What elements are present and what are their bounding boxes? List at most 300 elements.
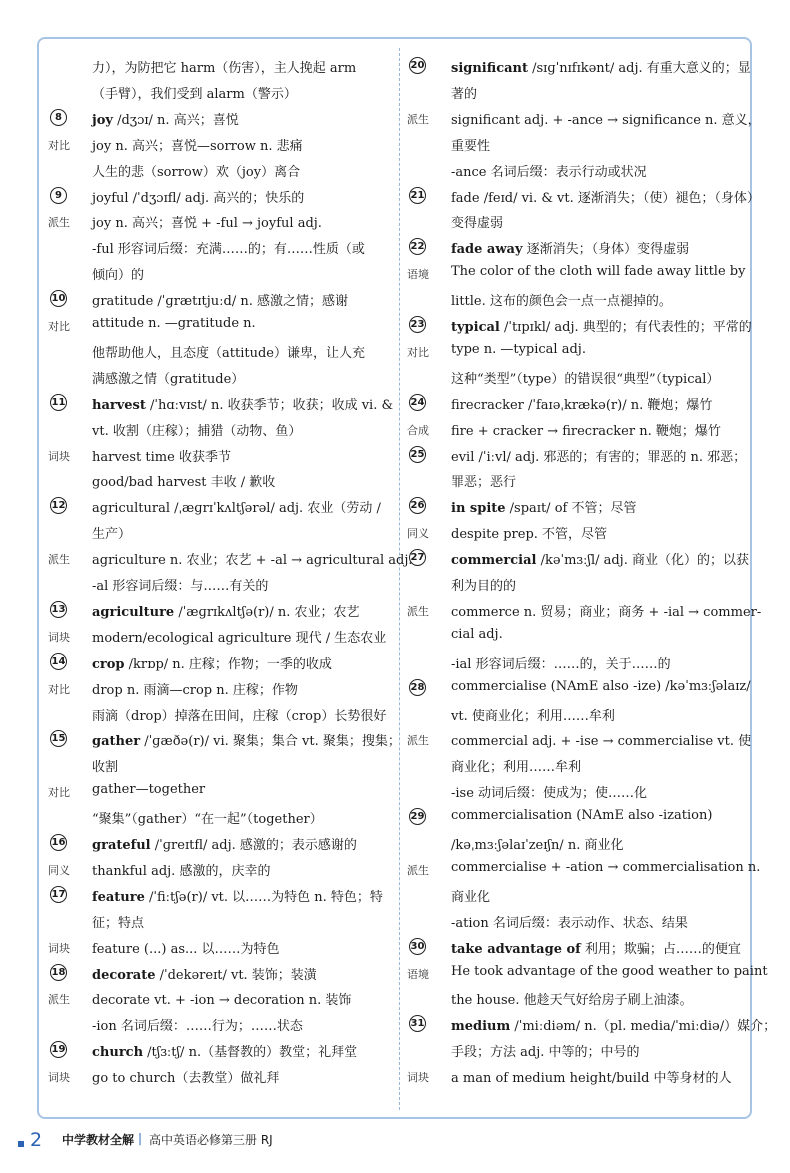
entry-definition: commercial adj. + -ise → commercialise vt. 使 (451, 734, 752, 750)
headword: decorate (92, 967, 156, 983)
entry-text (92, 471, 275, 490)
entry-category-label: 对比 (48, 320, 70, 333)
entry-text (92, 912, 144, 931)
entry-text (92, 109, 239, 128)
entry-row (407, 470, 744, 492)
entry-row (407, 108, 761, 130)
entry-row (48, 470, 390, 492)
entry-row (407, 729, 752, 751)
entry-text (92, 161, 300, 180)
headword: joy (92, 112, 113, 128)
entry-row (48, 859, 390, 881)
entry-definition: 商业化；利用……牟利 (451, 760, 582, 776)
entry-row (48, 419, 390, 441)
entry-row (407, 160, 744, 182)
entry-row (48, 341, 390, 363)
entry-row (48, 367, 390, 389)
entry-row (48, 704, 390, 726)
entry-row (407, 937, 744, 959)
entry-text (451, 1041, 640, 1060)
entry-text (92, 679, 298, 698)
entry-row (407, 678, 751, 700)
entry-definition: 力），为防把它 harm（伤害），主人挽起 arm (92, 61, 357, 76)
entry-text (92, 575, 268, 594)
entry-definition: fade /feɪd/ vi. & vt. 逐渐消失；（使）褪色；（身体） (451, 190, 760, 206)
entry-text (451, 756, 581, 775)
entry-category-label: 词块 (407, 1071, 429, 1085)
entry-row (48, 289, 390, 311)
entry-text (451, 782, 647, 801)
entry-text (451, 627, 503, 642)
entry-category-label: 派生 (48, 216, 70, 230)
book-title: 中学教材全解 (62, 1133, 135, 1147)
entry-definition: go to church（去教堂）做礼拜 (92, 1071, 280, 1087)
headword: crop (92, 656, 125, 672)
entry-text (451, 679, 751, 694)
entry-number: 18 (50, 964, 67, 981)
entry-number: 17 (50, 886, 67, 903)
entry-text (451, 808, 712, 823)
entry-category-label: 派生 (407, 604, 429, 618)
entry-definition: agricultural /ˌæɡrɪˈkʌltʃərəl/ adj. 农业（劳动 / (92, 501, 381, 517)
entry-text (451, 238, 689, 257)
entry-text (451, 497, 636, 516)
entry-definition: vt. 使商业化；利用……牟利 (451, 708, 615, 724)
entry-definition: -al 形容词后缀：与……有关的 (92, 579, 269, 594)
entry-row (48, 211, 390, 233)
entry-definition: 征；特点 (92, 915, 145, 931)
entry-text (92, 57, 356, 76)
entry-number: 13 (50, 601, 67, 618)
entry-row (48, 82, 390, 104)
entry-definition: gratitude /ˈɡrætɪtjuːd/ n. 感激之情；感谢 (92, 294, 348, 310)
entry-text (451, 1015, 776, 1034)
entry-row (48, 548, 413, 570)
entry-definition: /spaɪt/ of 不管；尽管 (505, 501, 637, 517)
entry-category-label: 派生 (407, 863, 429, 877)
entry-text (92, 135, 303, 154)
entry-definition: 变得虚弱 (451, 216, 504, 232)
entry-definition: /ˈɡæðə(r)/ vi. 聚集；集合 vt. 聚集；搜集； (140, 734, 401, 750)
entry-text (451, 549, 749, 568)
entry-number: 30 (409, 938, 426, 955)
entry-text (92, 264, 144, 283)
entry-text (451, 446, 746, 465)
entry-row (407, 911, 744, 933)
entry-definition: /tʃɜːtʃ/ n.（基督教的）教堂；礼拜堂 (143, 1045, 358, 1061)
entry-definition: 这种“类型”（type）的错误很“典型”（typical） (451, 371, 720, 387)
entry-definition: （手臂），我们受到 alarm（警示） (92, 86, 297, 102)
entry-definition: /ˈɡreɪtfl/ adj. 感激的；表示感谢的 (150, 838, 357, 853)
entry-number: 29 (409, 808, 426, 825)
entry-category-label: 派生 (407, 734, 429, 748)
headword: take advantage of (451, 941, 581, 957)
entry-row (407, 289, 744, 311)
entry-row (407, 393, 744, 415)
entry-text (92, 860, 270, 879)
entry-text (451, 342, 586, 357)
entry-text (92, 938, 280, 957)
entry-category-label: 语境 (407, 268, 429, 282)
entry-text (451, 523, 607, 542)
entry-category-label: 语境 (407, 967, 429, 981)
entry-row (48, 600, 390, 622)
entry-row (407, 82, 744, 104)
entry-definition: feature (...) as... 以……为特色 (92, 941, 280, 957)
entry-definition: agriculture n. 农业；农艺 + -al → agricultural adj. (92, 553, 413, 569)
entry-category-label: 词块 (48, 449, 70, 463)
entry-definition: gather—together (92, 782, 206, 798)
entry-text (451, 135, 490, 154)
page-number: 2 (30, 1129, 43, 1151)
entry-text (92, 420, 301, 439)
entry-row (407, 367, 744, 389)
entry-text (92, 756, 118, 775)
entry-category-label: 对比 (407, 345, 429, 359)
entry-definition: 利用；欺骗；占……的便宜 (580, 941, 741, 957)
entry-number: 27 (409, 549, 426, 566)
headword: feature (92, 889, 145, 905)
entry-definition: 他帮助他人，且态度（attitude）谦卑，让人充 (92, 345, 365, 361)
entry-text (451, 860, 760, 875)
entry-row (48, 522, 390, 544)
entry-definition: commercialise (NAmE also -ize) /kəˈmɜːʃəlaɪz/ (451, 678, 751, 694)
entry-row (407, 522, 744, 544)
entry-row (48, 160, 390, 182)
entry-number: 21 (409, 187, 426, 204)
entry-text (92, 212, 322, 231)
entry-number: 19 (50, 1041, 67, 1058)
entry-row (407, 807, 744, 829)
entry-row (48, 833, 390, 855)
entry-text (451, 368, 719, 387)
page-marker-icon (18, 1141, 24, 1147)
entry-text (451, 964, 768, 979)
entry-definition: 罪恶；恶行 (451, 475, 517, 491)
entry-number: 12 (50, 497, 67, 514)
entry-row (407, 1014, 777, 1036)
entry-definition: commercialise + -ation → commercialisation n. (451, 859, 761, 875)
entry-definition: 商业化 (451, 889, 491, 905)
entry-definition: The color of the cloth will fade away little by (451, 264, 746, 280)
entry-definition: /ˈæɡrɪkʌltʃə(r)/ n. 农业；农艺 (174, 604, 360, 620)
entry-row (407, 186, 760, 208)
entry-definition: commerce n. 贸易；商业；商务 + -ial → commer- (451, 604, 762, 620)
entry-text (92, 446, 231, 465)
entry-text (451, 471, 516, 490)
entry-row (48, 729, 401, 751)
entry-definition: 雨滴（drop）掉落在田间，庄稼（crop）长势很好 (92, 708, 387, 724)
entry-text (92, 601, 360, 620)
entry-text (92, 705, 386, 724)
entry-definition: joyful /ˈdʒɔɪfl/ adj. 高兴的；快乐的 (92, 190, 305, 206)
entry-text (92, 342, 365, 361)
entry-text (92, 549, 413, 568)
entry-row (407, 755, 744, 777)
entry-text (92, 1041, 357, 1060)
entry-number: 15 (50, 730, 67, 747)
entry-text (451, 886, 490, 905)
entry-definition: 著的 (451, 86, 478, 102)
headword: typical (451, 320, 500, 335)
entry-number: 20 (409, 57, 426, 74)
entry-definition: -ion 名词后缀：……行为；……状态 (92, 1019, 303, 1035)
entry-row (407, 56, 751, 78)
entry-category-label: 合成 (407, 423, 429, 437)
entry-category-label: 派生 (48, 993, 70, 1007)
entry-text (92, 808, 323, 827)
entry-text (92, 187, 304, 206)
entry-text (451, 730, 751, 749)
entry-row (407, 341, 744, 363)
entry-row (407, 885, 744, 907)
entry-text (92, 1015, 303, 1034)
entry-number: 11 (50, 394, 67, 411)
entry-text (92, 238, 365, 257)
entry-definition: firecracker /ˈfaɪəˌkrækə(r)/ n. 鞭炮；爆竹 (451, 397, 713, 413)
entry-text (92, 83, 297, 102)
entry-row (407, 704, 744, 726)
entry-definition: drop n. 雨滴—crop n. 庄稼；作物 (92, 682, 298, 698)
entry-text (92, 394, 393, 413)
headword: in spite (451, 501, 506, 517)
entry-definition: fire + cracker → firecracker n. 鞭炮；爆竹 (451, 423, 721, 439)
headword: commercial (451, 553, 537, 569)
entry-text (92, 782, 205, 797)
entry-text (92, 1067, 279, 1086)
entry-text (92, 368, 244, 387)
entry-row (48, 186, 390, 208)
entry-row (407, 652, 744, 674)
headword: fade away (451, 242, 523, 258)
entry-category-label: 同义 (407, 527, 429, 541)
entry-row (407, 445, 747, 467)
entry-text (451, 938, 741, 957)
entry-definition: /kəˈmɜːʃl/ adj. 商业（化）的；以获 (536, 553, 749, 569)
entry-row (407, 859, 761, 881)
entry-row (48, 315, 390, 337)
entry-row (407, 211, 744, 233)
headword: grateful (92, 838, 151, 853)
entry-category-label: 词块 (48, 941, 70, 955)
entry-text (451, 316, 752, 335)
entry-row (407, 419, 744, 441)
entry-text (451, 653, 671, 672)
entry-definition: /ˈdekəreɪt/ vt. 装饰；装潢 (155, 967, 317, 983)
entry-text (451, 394, 712, 413)
entry-row (407, 574, 744, 596)
entry-row (407, 833, 744, 855)
entry-row (48, 1066, 390, 1088)
entry-category-label: 对比 (48, 138, 70, 152)
entry-text (451, 83, 477, 102)
entry-definition: “聚集”（gather）“在一起”（together） (92, 812, 323, 828)
entry-text (92, 497, 381, 516)
entry-row (407, 237, 744, 259)
entry-row (48, 496, 390, 518)
entry-definition: a man of medium height/build 中等身材的人 (451, 1071, 732, 1087)
entry-row (407, 1066, 744, 1088)
entry-row (48, 652, 390, 674)
entry-definition: 逐渐消失；（身体）变得虚弱 (522, 242, 690, 258)
entry-row (48, 988, 390, 1010)
entry-row (48, 885, 390, 907)
entry-definition: commercialisation (NAmE also -ization) (451, 808, 713, 824)
entry-row (48, 574, 390, 596)
entry-text (92, 653, 332, 672)
headword: church (92, 1045, 144, 1061)
entry-text (92, 730, 401, 749)
entry-definition: /ˈmiːdiəm/ n.（pl. media/ˈmiːdiə/）媒介； (510, 1019, 777, 1035)
entry-row (407, 548, 749, 570)
entry-number: 9 (50, 187, 67, 204)
entry-row (48, 911, 390, 933)
entry-definition: vt. 收割（庄稼）；捕猎（动物、鱼） (92, 423, 302, 439)
entry-definition: /dʒɔɪ/ n. 高兴；喜悦 (112, 112, 239, 128)
entry-number: 8 (50, 109, 67, 126)
entry-definition: /ˈhɑːvɪst/ n. 收获季节；收获；收成 vi. & (145, 397, 394, 413)
entry-text (451, 290, 672, 309)
headword: gather (92, 734, 141, 750)
entry-row (48, 263, 390, 285)
entry-definition: joy n. 高兴；喜悦—sorrow n. 悲痛 (92, 138, 303, 154)
entry-row (48, 937, 390, 959)
entry-definition: thankful adj. 感激的，庆幸的 (92, 863, 271, 879)
entry-definition: attitude n. —gratitude n. (92, 316, 256, 331)
entry-definition: type n. —typical adj. (451, 341, 586, 357)
entry-text (451, 161, 647, 180)
entry-text (451, 575, 516, 594)
entry-definition: He took advantage of the good weather to paint (451, 963, 768, 979)
entry-text (451, 187, 760, 206)
entry-definition: harvest time 收获季节 (92, 449, 231, 465)
entry-definition: -ise 动词后缀：使成为；使……化 (451, 786, 648, 802)
headword: agriculture (92, 604, 175, 620)
entry-definition: /kəˌmɜːʃəlaɪˈzeɪʃn/ n. 商业化 (451, 838, 624, 853)
entry-definition: the house. 他趁天气好给房子刷上油漆。 (451, 993, 693, 1009)
entry-text (451, 601, 761, 620)
entry-text (451, 212, 503, 231)
entry-number: 22 (409, 238, 426, 255)
entry-row (48, 626, 390, 648)
entry-text (451, 834, 623, 853)
entry-definition: -ful 形容词后缀：充满……的；有……性质（或 (92, 242, 365, 258)
entry-row (407, 963, 768, 985)
entry-definition: good/bad harvest 丰收 / 歉收 (92, 475, 276, 491)
headword: medium (451, 1019, 511, 1035)
entry-row (407, 263, 744, 285)
entry-text (451, 989, 693, 1008)
entry-text (451, 109, 761, 128)
entry-definition: 利为目的的 (451, 579, 517, 594)
entry-number: 28 (409, 679, 426, 696)
entry-row (48, 108, 390, 130)
entry-definition: modern/ecological agriculture 现代 / 生态农业 (92, 630, 387, 646)
entry-text (451, 420, 721, 439)
entry-row (48, 56, 390, 78)
entry-row (48, 134, 390, 156)
entry-number: 16 (50, 834, 67, 851)
entry-definition: /ˈtɪpɪkl/ adj. 典型的；有代表性的；平常的 (499, 320, 752, 335)
entry-row (407, 496, 744, 518)
entry-row (48, 445, 390, 467)
entry-category-label: 对比 (48, 682, 70, 696)
book-subtitle: 高中英语必修第三册 RJ (149, 1133, 273, 1147)
entry-number: 26 (409, 497, 426, 514)
entry-definition: /sɪɡˈnɪfɪkənt/ adj. 有重大意义的；显 (527, 61, 751, 76)
entry-row (407, 781, 744, 803)
entry-text (92, 627, 386, 646)
footer-separator: | (138, 1131, 143, 1145)
entry-definition: /krɒp/ n. 庄稼；作物；一季的收成 (124, 656, 332, 672)
page-footer (0, 1125, 790, 1165)
headword: significant (451, 61, 528, 76)
entry-row (48, 1014, 390, 1036)
entry-definition: evil /ˈiːvl/ adj. 邪恶的；有害的；罪恶的 n. 邪恶； (451, 449, 747, 465)
entry-row (407, 988, 744, 1010)
entry-row (48, 678, 390, 700)
entry-text (451, 912, 688, 931)
entry-row (407, 134, 744, 156)
entry-row (48, 781, 390, 803)
entry-row (48, 963, 390, 985)
entry-row (48, 807, 390, 829)
entry-definition: 收割 (92, 760, 119, 776)
entry-number: 10 (50, 290, 67, 307)
entry-definition: 满感激之情（gratitude） (92, 371, 245, 387)
entry-row (48, 393, 394, 415)
entry-text (92, 834, 357, 853)
entry-number: 23 (409, 316, 426, 333)
entry-row (407, 1040, 744, 1062)
entry-definition: 手段；方法 adj. 中等的；中号的 (451, 1045, 640, 1061)
entry-number: 14 (50, 653, 67, 670)
entry-category-label: 派生 (407, 112, 429, 126)
entry-row (407, 315, 752, 337)
entry-definition: -ance 名词后缀：表示行动或状况 (451, 164, 647, 180)
entry-definition: 人生的悲（sorrow）欢（joy）离合 (92, 164, 301, 180)
entry-definition: decorate vt. + -ion → decoration n. 装饰 (92, 993, 352, 1009)
headword: harvest (92, 397, 146, 413)
entry-definition: /ˈfiːtʃə(r)/ vt. 以……为特色 n. 特色；特 (144, 889, 383, 905)
entry-definition: 生产） (92, 527, 132, 543)
entry-definition: -ation 名词后缀：表示动作、状态、结果 (451, 915, 688, 931)
entry-row (407, 600, 762, 622)
entry-category-label: 同义 (48, 863, 70, 877)
entry-text (92, 290, 348, 309)
entry-row (48, 237, 390, 259)
entry-definition: 倾向）的 (92, 268, 145, 284)
entry-category-label: 对比 (48, 786, 70, 800)
entry-number: 25 (409, 446, 426, 463)
entry-definition: little. 这布的颜色会一点一点褪掉的。 (451, 294, 672, 310)
entry-text (92, 886, 383, 905)
entry-definition: cial adj. (451, 626, 503, 642)
entry-text (92, 989, 351, 1008)
column-divider (399, 48, 400, 1110)
entry-text (451, 57, 751, 76)
entry-category-label: 词块 (48, 1071, 70, 1085)
entry-number: 24 (409, 394, 426, 411)
entry-text (451, 264, 745, 279)
entry-number: 31 (409, 1015, 426, 1032)
entry-row (48, 755, 390, 777)
entry-category-label: 派生 (48, 553, 70, 567)
entry-definition: significant adj. + -ance → significance n. 意义， (451, 112, 761, 128)
entry-text (92, 316, 256, 331)
entry-text (451, 1067, 732, 1086)
entry-definition: 重要性 (451, 138, 491, 154)
